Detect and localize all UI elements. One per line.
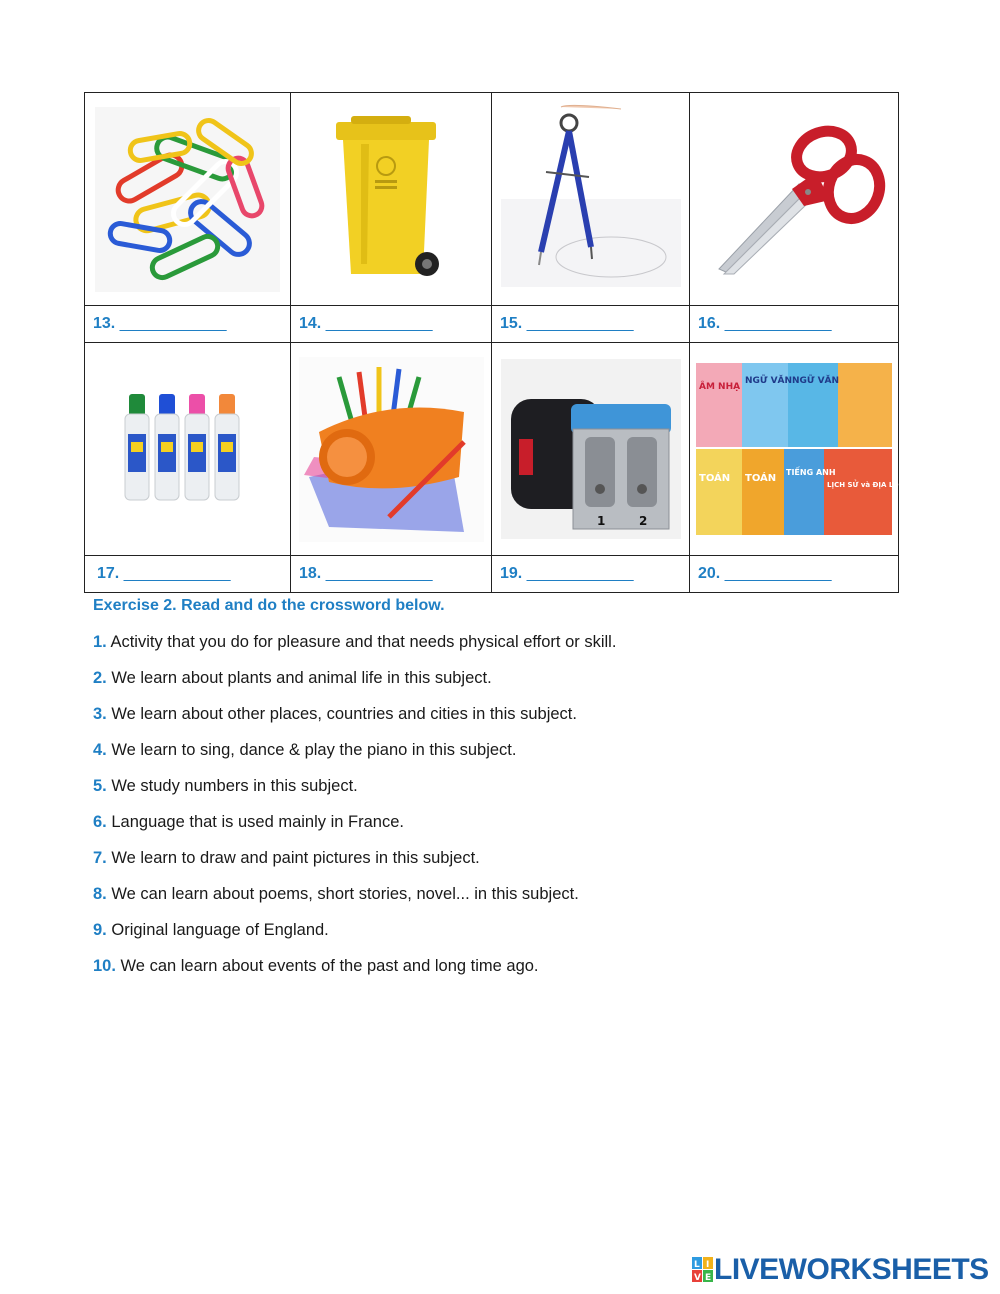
trash-bin-image (331, 114, 451, 284)
image-cell-18 (291, 343, 492, 556)
question-9 (93, 921, 329, 940)
question-number: 1. (93, 633, 107, 651)
question-5 (93, 777, 358, 796)
image-cell-20 (690, 343, 904, 556)
image-cell-14 (291, 93, 492, 306)
sharpener-number-2: 2 (638, 514, 647, 528)
question-text: Activity that you do for pleasure and that needs physical effort or skill. (110, 633, 617, 651)
question-2 (93, 669, 492, 688)
question-text: Language that is used mainly in France. (111, 813, 404, 831)
sharpener-number-1: 1 (596, 514, 605, 528)
answer-blank[interactable]: ____________ (526, 315, 634, 332)
book-title-literature-1: NGỮ VĂN (745, 376, 793, 386)
answer-slot-17[interactable] (85, 556, 291, 593)
textbooks-image (696, 363, 904, 535)
item-number: 17. (97, 565, 120, 582)
question-1 (93, 633, 616, 652)
answer-blank[interactable]: ____________ (724, 565, 832, 582)
answer-blank[interactable]: ____________ (325, 315, 433, 332)
question-8 (93, 885, 579, 904)
question-3 (93, 705, 577, 724)
image-cell-16 (690, 93, 899, 306)
question-6 (93, 813, 404, 832)
image-cell-19 (492, 343, 690, 556)
question-number: 6. (93, 813, 107, 831)
image-cell-13 (85, 93, 291, 306)
paper-clips-image (95, 107, 280, 292)
book-title-math-1: TOÁN (699, 473, 731, 484)
answer-blank[interactable]: ____________ (123, 565, 231, 582)
question-text: We learn to draw and paint pictures in this subject. (111, 849, 480, 867)
image-cell-17 (85, 343, 291, 556)
question-text: We learn about other places, countries and cities in this subject. (111, 705, 577, 723)
badge-letter-e: E (705, 1273, 712, 1283)
question-10 (93, 957, 539, 976)
question-text: We learn to sing, dance & play the piano in this subject. (111, 741, 517, 759)
question-number: 4. (93, 741, 107, 759)
answer-slot-19[interactable] (492, 556, 690, 593)
book-title-math-2: TOÁN (745, 473, 777, 484)
glue-bottles-image (123, 394, 253, 504)
question-number: 8. (93, 885, 107, 903)
answer-slot-15[interactable] (492, 306, 690, 343)
item-number: 13. (93, 315, 116, 332)
exercise-title: Exercise 2. Read and do the crossword below. (93, 597, 445, 614)
book-title-music: ÂM NHẠ (699, 382, 741, 392)
answer-slot-13[interactable] (85, 306, 291, 343)
answer-slot-16[interactable] (690, 306, 899, 343)
answer-blank[interactable]: ____________ (724, 315, 832, 332)
question-4 (93, 741, 516, 760)
book-title-literature-2: NGỮ VĂN (792, 376, 840, 386)
question-text: Original language of England. (111, 921, 329, 939)
question-number: 7. (93, 849, 107, 867)
scissors-image (704, 114, 884, 284)
liveworksheets-badge-icon (692, 1257, 714, 1283)
question-number: 3. (93, 705, 107, 723)
liveworksheets-logo[interactable] (692, 1253, 989, 1287)
item-number: 15. (500, 315, 523, 332)
question-text: We study numbers in this subject. (111, 777, 358, 795)
pencil-sharpener-image (501, 359, 681, 539)
answer-slot-18[interactable] (291, 556, 492, 593)
badge-letter-l: L (694, 1260, 700, 1270)
answer-blank[interactable]: ____________ (325, 565, 433, 582)
question-number: 10. (93, 957, 116, 975)
question-number: 5. (93, 777, 107, 795)
question-number: 2. (93, 669, 107, 687)
item-number: 20. (698, 565, 721, 582)
badge-letter-i: I (706, 1260, 710, 1270)
answer-slot-14[interactable] (291, 306, 492, 343)
vocabulary-picture-grid (84, 92, 904, 593)
image-cell-15 (492, 93, 690, 306)
item-number: 18. (299, 565, 322, 582)
question-number: 9. (93, 921, 107, 939)
item-number: 14. (299, 315, 322, 332)
question-text: We can learn about events of the past and long time ago. (120, 957, 539, 975)
question-text: We learn about plants and animal life in this subject. (111, 669, 492, 687)
badge-letter-v: V (694, 1273, 701, 1283)
question-7 (93, 849, 480, 868)
item-number: 19. (500, 565, 523, 582)
compass-image (501, 107, 681, 292)
book-title-history-geography: LỊCH SỬ và ĐỊA LÍ 6 (827, 481, 904, 489)
item-number: 16. (698, 315, 721, 332)
answer-blank[interactable]: ____________ (526, 565, 634, 582)
answer-slot-20[interactable] (690, 556, 899, 593)
book-title-english: TIẾNG ANH (786, 468, 836, 477)
answer-blank[interactable]: ____________ (119, 315, 227, 332)
pencil-case-image (299, 357, 484, 542)
question-text: We can learn about poems, short stories, novel... in this subject. (111, 885, 579, 903)
logo-text: LIVEWORKSHEETS (714, 1253, 989, 1286)
